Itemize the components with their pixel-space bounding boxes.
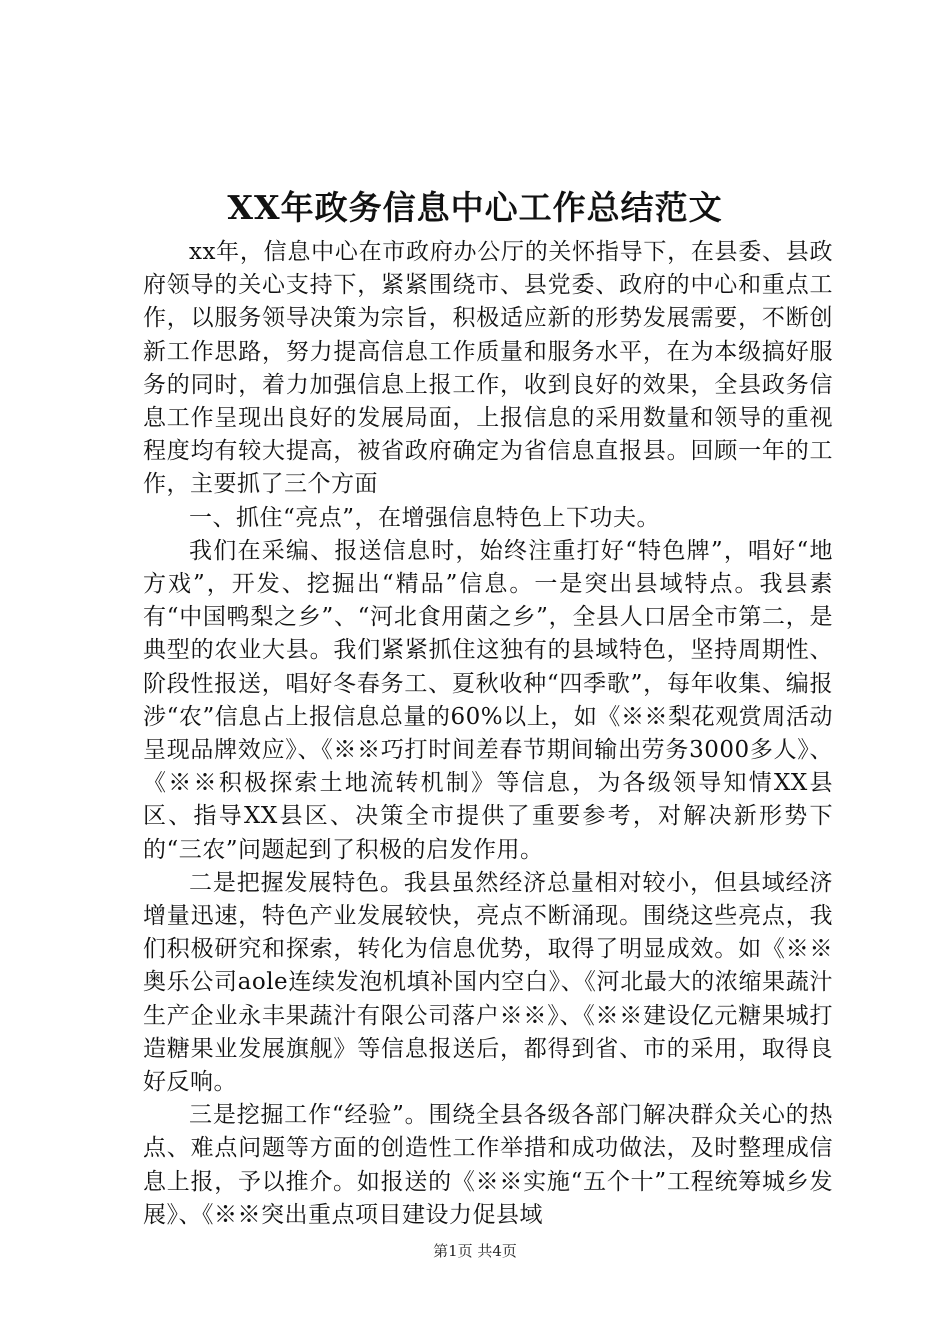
document-title: XX年政务信息中心工作总结范文: [227, 188, 723, 227]
paragraph-county-features: 我们在采编、报送信息时，始终注重打好“特色牌”，唱好“地方戏”，开发、挖掘出“精品”信息。一是突出县域特点。我县素有“中国鸭梨之乡”、“河北食用菌之乡”，全县人口居全市第二，是典型的农业大县。我们紧紧抓住这独有的县域特色，坚持周期性、阶段性报送，唱好冬春务工、夏秋收种“四季歌”，每年收集、编报涉“农”信息占上报信息总量的60%以上，如《※※梨花观赏周活动呈现品牌效应》、《※※巧打时间差春节期间输出劳务3000多人》、《※※积极探索土地流转机制》等信息，为各级领导知情XX县区、指导XX县区、决策全市提供了重要参考，对解决新形势下的“三农”问题起到了积极的启发作用。: [143, 537, 833, 863]
document-body: [143, 236, 833, 1232]
paragraph-development-features: 二是把握发展特色。我县虽然经济总量相对较小，但县域经济增量迅速，特色产业发展较快，亮点不断涌现。围绕这些亮点，我们积极研究和探索，转化为信息优势，取得了明显成效。如《※※奥乐公司aole连续发泡机填补国内空白》、《河北最大的浓缩果蔬汁生产企业永丰果蔬汁有限公司落户※※》、《※※建设亿元糖果城打造糖果业发展旗舰》等信息报送后，都得到省、市的采用，取得良好反响。: [143, 869, 833, 1096]
paragraph-work-experience: 三是挖掘工作“经验”。围绕全县各级各部门解决群众关心的热点、难点问题等方面的创造性工作举措和成功做法，及时整理成信息上报，予以推介。如报送的《※※实施“五个十”工程统筹城乡发展》、《※※突出重点项目建设力促县域: [143, 1102, 833, 1228]
paragraph-intro: xx年，信息中心在市政府办公厅的关怀指导下，在县委、县政府领导的关心支持下，紧紧围绕市、县党委、政府的中心和重点工作，以服务领导决策为宗旨，积极适应新的形势发展需要，不断创新工作思路，努力提高信息工作质量和服务水平，在为本级搞好服务的同时，着力加强信息上报工作，收到良好的效果，全县政务信息工作呈现出良好的发展局面，上报信息的采用数量和领导的重视程度均有较大提高，被省政府确定为省信息直报县。回顾一年的工作，主要抓了三个方面: [143, 239, 833, 498]
paragraph-heading-one: 一、抓住“亮点”，在增强信息特色上下功夫。: [189, 504, 661, 531]
page-number-footer: 第1页 共4页: [433, 1242, 517, 1260]
